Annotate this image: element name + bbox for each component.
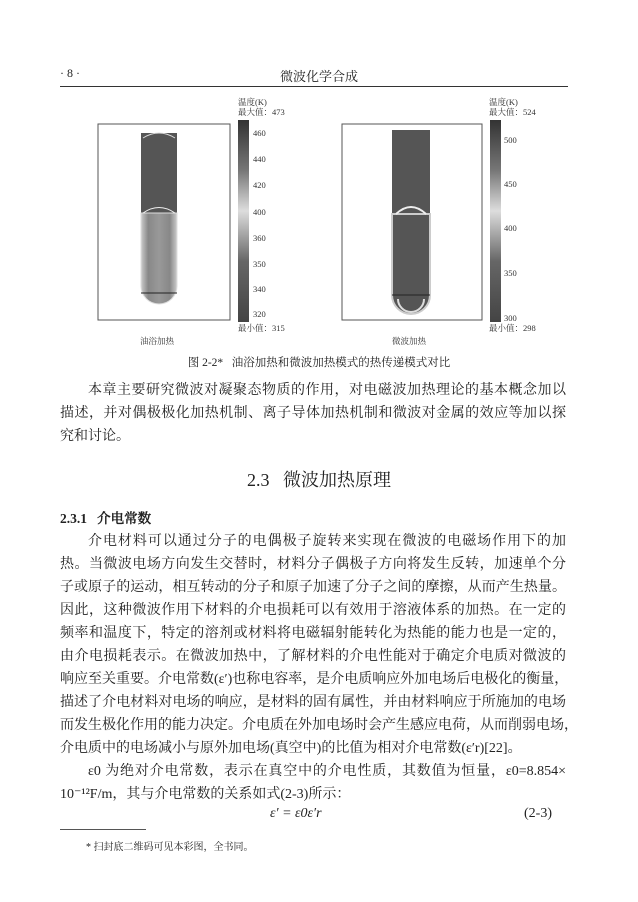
colorbar-tick: 420 bbox=[253, 180, 266, 190]
colorbar-min: 最小值：298 bbox=[489, 323, 536, 333]
colorbar-tick: 350 bbox=[504, 268, 517, 278]
colorbar-max: 最大值：524 bbox=[489, 107, 536, 117]
microwave-label: 微波加热 bbox=[392, 336, 427, 346]
subsection-title: 介电常数 bbox=[97, 511, 152, 526]
colorbar-tick: 340 bbox=[253, 284, 266, 294]
text-line: 本章主要研究微波对凝聚态物质的作用，对电磁波加热理论的基本概念加以 bbox=[88, 383, 566, 398]
page-number: · 8 · bbox=[60, 66, 80, 80]
text-line: 响应至关重要。介电常数(ε′)也称电容率，是介电质响应外加电场后电极化的衡量， bbox=[60, 672, 569, 687]
equation: ε′ = ε0ε′r bbox=[270, 806, 322, 821]
caption-text: 油浴加热和微波加热模式的热传递模式对比 bbox=[231, 357, 451, 369]
oil-bath-label: 油浴加热 bbox=[140, 336, 175, 346]
text-line: 子或原子的运动，相互转动的分子和原子加速了分子之间的摩擦，从而产生热量。 bbox=[60, 580, 566, 595]
section-title: 微波加热原理 bbox=[283, 470, 391, 490]
microwave-plot bbox=[342, 124, 482, 320]
section-heading bbox=[0, 466, 638, 492]
subsection-heading bbox=[60, 507, 151, 527]
subsection-number: 2.3.1 bbox=[60, 511, 87, 526]
text-line: 10⁻¹²F/m，其与介电常数的关系如式(2-3)所示： bbox=[60, 787, 351, 802]
colorbar-tick: 440 bbox=[253, 154, 266, 164]
section-number: 2.3 bbox=[247, 470, 270, 490]
running-header: 微波化学合成 bbox=[279, 69, 358, 84]
header-rule bbox=[60, 86, 568, 87]
footnote-rule bbox=[60, 829, 146, 830]
equation-number: (2-3) bbox=[524, 806, 552, 821]
figure-graphic bbox=[90, 90, 550, 350]
colorbar-title: 温度(K) bbox=[489, 97, 518, 107]
colorbar-max: 最大值：473 bbox=[238, 107, 285, 117]
colorbar-tick: 360 bbox=[253, 233, 266, 243]
text-line: 介电材料可以通过分子的电偶极子旋转来实现在微波的电磁场作用下的加 bbox=[88, 534, 566, 549]
colorbar-min: 最小值：315 bbox=[238, 323, 285, 333]
text-line: 因此，这种微波作用下材料的介电损耗可以有效用于溶液体系的加热。在一定的 bbox=[60, 603, 566, 618]
caption-number: 图 2-2* bbox=[187, 357, 224, 369]
oil-bath-colorbar bbox=[238, 120, 249, 322]
text-line: 由介电损耗表示。在微波加热中，了解材料的介电性能对于确定介电质对微波的 bbox=[60, 649, 566, 664]
text-line: 介电质中的电场减小与原外加电场(真空中)的比值为相对介电常数(ε′r)[22]。 bbox=[60, 741, 522, 756]
colorbar-tick: 460 bbox=[253, 128, 266, 138]
colorbar-tick: 400 bbox=[504, 223, 517, 233]
colorbar-tick: 500 bbox=[504, 135, 517, 145]
colorbar-title: 温度(K) bbox=[238, 97, 267, 107]
text-line: 而发生极化作用的能力决定。介电质在外加电场时会产生感应电荷，从而削弱电场， bbox=[60, 718, 578, 733]
text-line: 描述，并对偶极极化加热机制、离子导体加热机制和微波对金属的效应等加以探 bbox=[60, 406, 566, 421]
colorbar-tick: 300 bbox=[504, 313, 517, 323]
footnote: * 扫封底二维码可见本彩图，全书同。 bbox=[86, 842, 254, 853]
figure-caption bbox=[0, 354, 638, 370]
colorbar-tick: 400 bbox=[253, 207, 266, 217]
text-line: 热。当微波电场方向发生交替时，材料分子偶极子方向将发生反转，加速单个分 bbox=[60, 557, 566, 572]
colorbar-tick: 350 bbox=[253, 259, 266, 269]
text-line: 频率和温度下，特定的溶剂或材料将电磁辐射能转化为热能的能力也是一定的， bbox=[60, 626, 566, 641]
oil-bath-plot bbox=[98, 124, 230, 320]
colorbar-tick: 450 bbox=[504, 179, 517, 189]
microwave-colorbar bbox=[490, 120, 501, 322]
colorbar-tick: 320 bbox=[253, 309, 266, 319]
text-line: ε0 为绝对介电常数，表示在真空中的介电性质，其数值为恒量，ε0=8.854× bbox=[88, 764, 566, 779]
text-line: 究和讨论。 bbox=[60, 429, 130, 444]
text-line: 描述了介电材料对电场的响应，是材料的固有属性，并由材料响应于所施加的电场 bbox=[60, 695, 566, 710]
